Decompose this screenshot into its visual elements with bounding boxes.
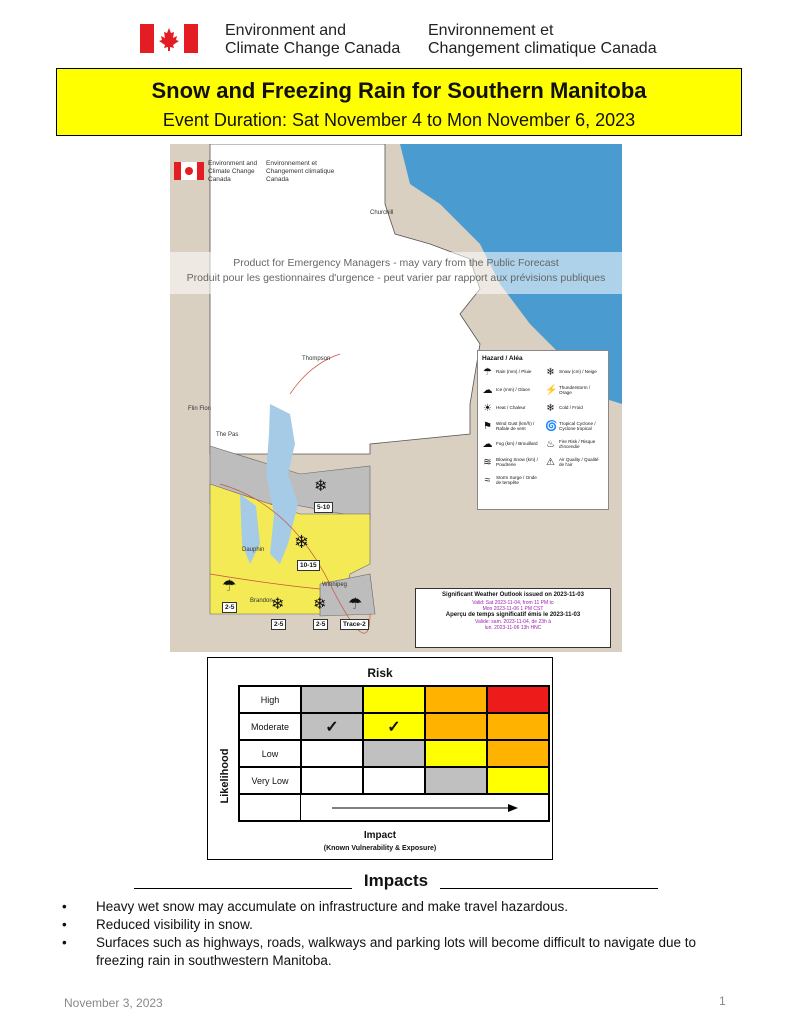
outlook-valid-en-1: Valid: Sat 2023-11-04, from 11 PM to xyxy=(472,599,554,606)
event-duration: Event Duration: Sat November 4 to Mon November 6, 2023 xyxy=(162,110,636,130)
risk-cell xyxy=(487,740,549,767)
storm-surge-icon: ≈ xyxy=(484,474,491,486)
map-agency-logo xyxy=(170,156,360,184)
fog-icon: ☁ xyxy=(482,438,493,450)
risk-cell xyxy=(487,713,549,740)
amount-label: 2-5 xyxy=(222,602,237,613)
hazard-legend xyxy=(477,350,609,510)
row-label-very-low: Very Low xyxy=(239,767,301,794)
impacts-heading: Impacts xyxy=(363,871,429,890)
risk-cell xyxy=(487,686,549,713)
title-box xyxy=(56,68,742,136)
freezing-rain-icon: ☂ xyxy=(348,596,363,613)
outlook-box xyxy=(415,588,611,648)
impact-text: Heavy wet snow may accumulate on infrastructure and make travel hazardous. xyxy=(96,899,568,914)
city-thompson: Thompson xyxy=(302,356,331,362)
legend-item xyxy=(545,437,604,451)
risk-cell xyxy=(301,686,363,713)
thunderstorm-icon: ⚡ xyxy=(545,384,558,396)
agency-header xyxy=(140,18,680,58)
list-item xyxy=(62,916,742,934)
weather-map xyxy=(170,144,622,652)
risk-cell xyxy=(363,686,425,713)
page-title: Snow and Freezing Rain for Southern Manitoba xyxy=(151,78,647,103)
cold-icon: ❄ xyxy=(546,402,555,414)
city-churchill: Churchill xyxy=(370,210,394,216)
risk-cell-checked xyxy=(363,713,425,740)
impact-arrow-icon xyxy=(330,802,520,814)
city-flin-flon: Flin Flon xyxy=(188,406,212,412)
risk-cell xyxy=(425,713,487,740)
amount-label: 2-5 xyxy=(271,619,286,630)
outlook-title-en: Significant Weather Outlook issued on 2023-11-03 xyxy=(442,592,584,598)
map-canada-flag-icon xyxy=(174,162,204,180)
city-winnipeg: Winnipeg xyxy=(322,582,348,588)
legend-item xyxy=(482,473,541,487)
outlook-valid-fr-1: Valide: sam. 2023-11-04, de 23h à xyxy=(475,619,551,625)
heat-icon: ☀ xyxy=(483,402,492,414)
outlook-valid-en-2: Mon 2023-11-06 1 PM CST xyxy=(482,605,544,612)
legend-item-label: Heat / Chaleur xyxy=(496,405,526,411)
amount-label: 10-15 xyxy=(297,560,320,571)
row-label-moderate: Moderate xyxy=(239,713,301,740)
impacts-list xyxy=(62,898,742,970)
canada-flag-icon xyxy=(140,24,198,53)
banner-english: Product for Emergency Managers - may vary from the Public Forecast xyxy=(233,257,559,269)
bullet-icon: • xyxy=(62,917,67,932)
amount-label: 5-10 xyxy=(314,502,333,513)
amount-label: Trace-2 xyxy=(340,619,369,630)
likelihood-label: Likelihood xyxy=(219,748,231,804)
legend-item-label: Snow (cm) / Neige xyxy=(559,369,597,375)
row-label-high: High xyxy=(239,686,301,713)
legend-item xyxy=(482,401,541,415)
risk-cell xyxy=(425,740,487,767)
banner-french: Produit pour les gestionnaires d'urgence - peut varier par rapport aux prévisions publiques xyxy=(186,272,606,284)
legend-title: Hazard / Aléa xyxy=(482,355,523,362)
legend-item-label: Ice (mm) / Glace xyxy=(496,387,530,393)
row-label-low: Low xyxy=(239,740,301,767)
risk-cell xyxy=(425,767,487,794)
org-fr-line2: Changement climatique Canada xyxy=(428,40,657,57)
legend-item-label: Rain (mm) / Pluie xyxy=(496,369,532,375)
list-item xyxy=(62,898,742,916)
impact-sublabel: (Known Vulnerability & Exposure) xyxy=(323,845,437,852)
legend-item xyxy=(482,365,541,379)
snow-icon: ❄ xyxy=(313,596,327,613)
legend-item-label: Thunderstorm / Orage xyxy=(559,384,591,395)
checkmark-icon: ✓ xyxy=(387,718,401,736)
snow-icon: ❄ xyxy=(271,596,285,613)
outlook-valid-fr-2: lun. 2023-11-06 13h HNC xyxy=(484,625,542,631)
legend-item xyxy=(482,419,541,433)
snow-icon: ❄ xyxy=(314,478,328,495)
org-fr-line1: Environnement et xyxy=(428,22,554,39)
footer-date: November 3, 2023 xyxy=(64,996,163,1010)
rain-icon: ☂ xyxy=(483,366,492,378)
legend-item-label: Wind Gust (km/h) / Rafale de vent xyxy=(496,420,535,431)
org-name-french xyxy=(428,22,657,58)
risk-cell-checked xyxy=(301,713,363,740)
risk-cell xyxy=(301,740,363,767)
legend-item xyxy=(482,383,541,397)
map-logo-english: Environment and Climate Change Canada xyxy=(208,160,258,183)
risk-cell-empty xyxy=(239,794,301,821)
legend-item xyxy=(545,365,604,379)
freezing-rain-icon: ☂ xyxy=(222,578,237,595)
org-en-line2: Climate Change Canada xyxy=(225,40,401,57)
bullet-icon: • xyxy=(62,899,67,914)
risk-cell xyxy=(301,767,363,794)
impact-arrow-row xyxy=(301,794,549,821)
snow-icon: ❄ xyxy=(294,532,310,552)
risk-grid xyxy=(238,685,550,822)
legend-item xyxy=(482,437,541,451)
city-brandon: Brandon xyxy=(250,598,273,604)
fire-icon: ♨ xyxy=(546,438,555,450)
risk-cell xyxy=(425,686,487,713)
risk-cell xyxy=(363,767,425,794)
city-the-pas: The Pas xyxy=(216,432,239,438)
amount-label: 2-5 xyxy=(313,619,328,630)
bullet-icon: • xyxy=(62,935,67,950)
org-name-english xyxy=(225,22,400,58)
legend-item-label: Blowing Snow (km) / Poudrerie xyxy=(496,456,538,467)
list-item xyxy=(62,934,742,970)
cyclone-icon: 🌀 xyxy=(545,420,558,432)
legend-item-label: Air Quality / Qualité de l'air xyxy=(559,456,599,467)
ice-icon: ☁ xyxy=(482,384,493,396)
risk-cell xyxy=(487,767,549,794)
impact-label: Impact xyxy=(363,830,397,841)
legend-item xyxy=(482,455,541,469)
blowing-snow-icon: ≋ xyxy=(483,456,492,468)
map-logo-french: Environnement et Changement climatique Canada xyxy=(266,160,335,183)
legend-grid xyxy=(482,365,604,487)
legend-item xyxy=(545,401,604,415)
air-quality-icon: ⚠ xyxy=(546,456,555,468)
legend-item-label: Tropical Cyclone / Cyclone tropical xyxy=(559,420,596,431)
snow-icon: ❄ xyxy=(546,366,555,378)
checkmark-icon: ✓ xyxy=(325,718,339,736)
emergency-manager-banner xyxy=(170,252,622,294)
org-en-line1: Environment and xyxy=(225,22,346,39)
risk-matrix xyxy=(207,657,553,860)
legend-item-label: Cold / Froid xyxy=(559,405,583,411)
legend-item-label: Storm Surge / Onde de tempête xyxy=(496,474,537,485)
risk-cell xyxy=(363,740,425,767)
city-dauphin: Dauphin xyxy=(242,547,265,553)
impact-text: Surfaces such as highways, roads, walkways and parking lots will become difficult to navigate due to freezing rain in southwestern Manitoba. xyxy=(96,935,697,968)
risk-title: Risk xyxy=(367,666,393,680)
legend-item xyxy=(545,419,604,433)
wind-icon: ⚑ xyxy=(483,420,492,432)
legend-item-label: Fire Risk / Risque d'incendie xyxy=(559,438,596,449)
legend-item-label: Fog (km) / Brouillard xyxy=(496,441,538,447)
outlook-title-fr: Aperçu de temps significatif émis le 2023-11-03 xyxy=(445,611,581,618)
page-number: 1 xyxy=(719,994,726,1008)
legend-item xyxy=(545,455,604,469)
impact-text: Reduced visibility in snow. xyxy=(96,917,253,932)
legend-item xyxy=(545,383,604,397)
